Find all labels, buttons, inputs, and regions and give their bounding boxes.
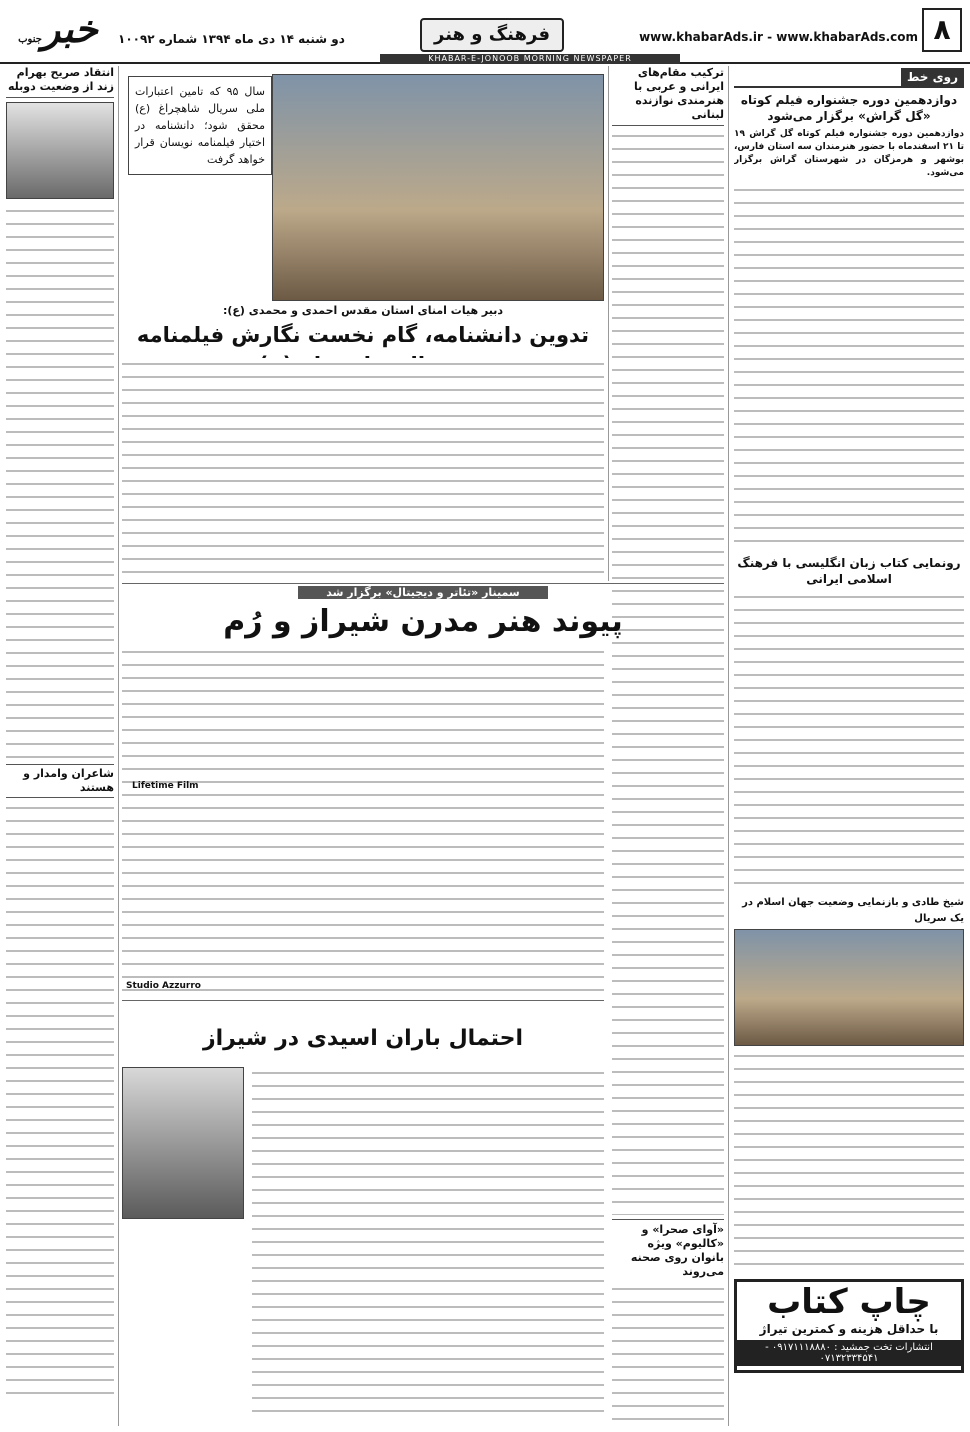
acid-rain-body: [252, 1067, 604, 1422]
acid-rain-headline: احتمال باران اسیدی در شیراز: [202, 1026, 524, 1051]
ad-phone-number: ۰۹۱۷۱۱۱۸۸۸۰ - ۰۷۱۳۲۳۳۴۵۴۱: [765, 1342, 879, 1364]
mix-headline: ترکیب مقام‌های ایرانی و عربی با هنرمندی نوازنده لبنانی: [612, 66, 724, 126]
poets-headline: شاعران وامدار و هستند: [6, 764, 114, 798]
logo-text: خبر: [41, 6, 98, 51]
morning-strip: KHABAR-E-JONOOB MORNING NEWSPAPER: [380, 54, 680, 64]
women-concert-headline: «آوای صحرا» و «کالیوم» ویژه بانوان روی صحنه می‌روند: [612, 1219, 724, 1279]
festival-lead: دوازدهمین دوره جشنواره فیلم کوتاه گل گراش ۱۹ تا ۲۱ اسفندماه با حضور هنرمندان سه استان فارس، بوشهر و هرمزگان در شهرستان گراش برگزار می‌شود.: [734, 129, 964, 178]
official-portrait: [122, 1067, 244, 1219]
issue-date: دو شنبه ۱۴ دی ماه ۱۳۹۴ شماره ۱۰۰۹۲: [118, 32, 345, 46]
section-title: فرهنگ و هنر: [420, 18, 564, 52]
print-ad[interactable]: [734, 1279, 964, 1373]
lead-quote: سال ۹۵ که تامین اعتبارات ملی سریال شاهچراغ (ع) محقق شود؛ دانشنامه در اختیار فیلمنامه نویسان قرار خواهد گرفت: [128, 76, 272, 175]
website-url[interactable]: www.khabarAds.ir - www.khabarAds.com: [639, 30, 918, 44]
column-rule: [728, 66, 729, 1426]
dubbing-headline: انتقاد صریح بهرام زند از وضعیت دوبله: [6, 66, 114, 98]
page-number: ۸: [922, 8, 962, 52]
seminar-body: [122, 646, 604, 991]
lead-body: [122, 358, 604, 573]
lead-kicker: دبیر هیات امنای استان مقدس احمدی و محمدی (ع):: [222, 304, 504, 317]
masthead: [0, 0, 970, 64]
series-caption: شیخ‌ طادی و بازنمایی وضعیت جهان اسلام در یک سریال: [742, 897, 964, 924]
seminar-kicker: سمینار «تئاتر و دیجیتال» برگزار شد: [298, 586, 548, 599]
ad-title: چاپ کتاب: [767, 1282, 931, 1322]
seminar-headline: پیوند هنر مدرن شیراز و رُم: [223, 604, 623, 639]
ad-subtitle: با حداقل هزینه و کمترین تیراژ: [759, 1322, 939, 1336]
ruye-khat-label: روی خط: [901, 68, 964, 86]
lead-headline: تدوین دانشنامه، گام نخست نگارش فیلمنامه: [136, 323, 590, 347]
column-rule: [118, 66, 119, 1426]
film-names: Lifetime Film: [132, 781, 199, 791]
english-book-headline: رونمایی کتاب زبان انگلیسی با فرهنگ اسلامی ایرانی: [737, 556, 961, 586]
right-column: [734, 66, 964, 1426]
studio-names: Studio Azzurro: [126, 981, 201, 991]
left-column: [6, 66, 114, 1426]
series-photo: [734, 929, 964, 1046]
ad-phone: انتشارات تخت جمشید : ۰۹۱۷۱۱۱۸۸۸۰ - ۰۷۱۳۲۳۳۴۵۴۱: [737, 1340, 961, 1366]
bahram-zand-photo: [6, 102, 114, 199]
newspaper-logo: [8, 6, 108, 52]
ad-publisher: انتشارات تخت جمشید: [840, 1342, 933, 1353]
logo-subtext: جنوب: [18, 34, 42, 45]
lead-story: [122, 66, 604, 581]
column-rule: [608, 66, 609, 581]
festival-headline: دوازدهمین دوره جشنواره فیلم کوتاه «گل گراش» برگزار می‌شود: [740, 93, 958, 123]
dubbing-body: [6, 205, 114, 760]
english-book-body: [734, 591, 964, 891]
shrine-photo: [272, 74, 604, 301]
festival-body: [734, 184, 964, 549]
section-divider: [122, 1000, 604, 1001]
section-divider: [122, 583, 724, 584]
acid-rain-story: [122, 1022, 604, 1422]
series-body: [734, 1050, 964, 1275]
poets-body: [6, 802, 114, 1402]
